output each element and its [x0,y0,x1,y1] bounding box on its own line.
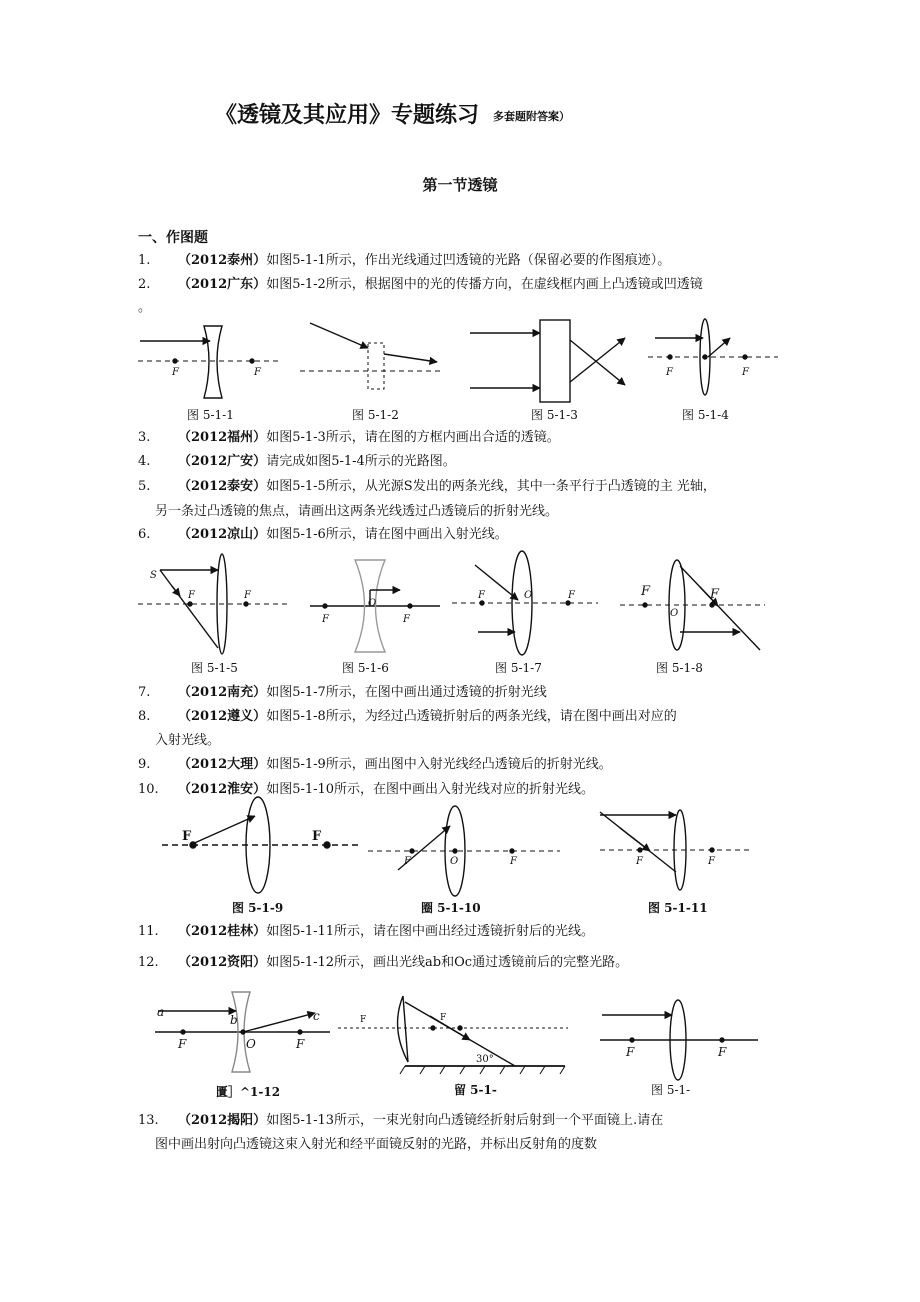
question-12: 12. （2012资阳）如图5-1-12所示，画出光线ab和Oc通过透镜前后的完整光路。 [138,955,629,970]
caption-5-1-8: 图 5-1-8 [656,661,703,675]
figure-5-1-1 [138,326,278,398]
label-f: F [742,367,749,378]
caption-5-1-10: 圈 5-1-10 [421,901,481,915]
caption-5-1-9: 图 5-1-9 [232,901,284,915]
label-f: F [641,584,651,599]
label-f: F [172,367,179,378]
question-11: 11. （2012桂林）如图5-1-11所示，请在图中画出经过透镜折射后的光线。 [138,924,595,939]
caption-5-1-7: 图 5-1-7 [495,661,542,675]
caption-5-1-5: 图 5-1-5 [191,661,238,675]
label-f: F [312,829,322,844]
question-4: 4. （2012广安）请完成如图5-1-4所示的光路图。 [138,454,456,469]
figure-5-1-4 [648,319,778,395]
label-f: F [182,829,192,844]
label-f: F [626,1045,635,1059]
label-f: F [636,856,643,867]
caption-5-1-1: 图 5-1-1 [187,408,234,422]
figure-5-1-13 [338,996,568,1074]
label-c: c [313,1009,320,1023]
figure-5-1-5 [138,554,290,654]
label-f: F [178,1037,187,1051]
label-o: O [524,590,533,601]
label-f: F [568,590,575,601]
question-10: 10. （2012淮安）如图5-1-10所示，在图中画出入射光线对应的折射光线。 [138,782,595,797]
figure-5-1-14 [600,1000,758,1080]
label-f: F [296,1037,305,1051]
label-f: F [404,856,411,867]
question-13-cont: 图中画出射向凸透镜这束入射光和经平面镜反射的光路，并标出反射角的度数 [155,1137,598,1152]
label-f: F [244,590,251,601]
figure-5-1-9 [162,797,360,893]
label-f: F [478,590,485,601]
label-f: F [360,1015,367,1025]
question-5-cont: 另一条过凸透镜的焦点，请画出这两条光线透过凸透镜后的折射光线。 [155,504,559,519]
caption-5-1-4: 图 5-1-4 [682,408,729,422]
label-f: F [510,856,517,867]
label-f: F [254,367,261,378]
caption-5-1-3: 图 5-1-3 [531,408,578,422]
figure-5-1-2 [300,323,440,389]
label-o: O [450,856,459,867]
label-o: O [670,608,679,619]
section-title: 第一节透镜 [422,176,498,194]
heading-drawing: 一、作图题 [138,230,208,246]
question-6: 6. （2012凉山）如图5-1-6所示，请在图中画出入射光线。 [138,527,508,542]
figure-5-1-8 [620,560,765,650]
caption-5-1-13: 留 5-1- [454,1083,497,1097]
label-f: F [188,590,195,601]
caption-5-1-14: 图 5-1- [651,1083,691,1097]
label-f: F [718,1045,727,1059]
label-angle: 30° [476,1054,494,1065]
label-a: a [157,1005,165,1019]
question-3: 3. （2012福州）如图5-1-3所示，请在图的方框内画出合适的透镜。 [138,430,560,445]
label-s: S [150,570,157,581]
figure-5-1-12 [155,992,330,1072]
question-8: 8. （2012遵义）如图5-1-8所示，为经过凸透镜折射后的两条光线，请在图中画出对应的 [138,709,677,724]
caption-5-1-12: 匱］^1-12 [216,1085,281,1099]
label-b: b [230,1013,238,1027]
label-f: F [666,367,673,378]
label-f: F [440,1013,447,1023]
label-f: F [710,587,720,602]
label-o: O [368,598,377,609]
figure-5-1-7 [452,551,598,655]
label-f: F [403,614,410,625]
figure-5-1-11 [600,810,750,890]
figure-5-1-3 [470,320,625,402]
question-9: 9. （2012大理）如图5-1-9所示，画出图中入射光线经凸透镜后的折射光线。 [138,757,612,772]
caption-5-1-2: 图 5-1-2 [352,408,399,422]
question-1: 1. （2012泰州）如图5-1-1所示，作出光线通过凹透镜的光路（保留必要的作图痕迹）。 [138,253,671,268]
figure-5-1-10 [368,806,560,896]
page-title: 《透镜及其应用》专题练习 多套题附答案） [215,103,571,128]
label-o: O [246,1037,256,1051]
question-7: 7. （2012南充）如图5-1-7所示，在图中画出通过透镜的折射光线 [138,685,547,700]
question-2: 2. （2012广东）如图5-1-2所示，根据图中的光的传播方向，在虚线框内画上凸透镜或凹透镜 [138,277,703,292]
question-13: 13. （2012揭阳）如图5-1-13所示，一束光射向凸透镜经折射后射到一个平面镜上.请在 [138,1113,664,1128]
caption-5-1-11: 图 5-1-11 [648,901,708,915]
page-subtitle: 多套题附答案） [493,110,571,123]
caption-5-1-6: 图 5-1-6 [342,661,389,675]
label-f: F [322,614,329,625]
question-2-cont: 。 [138,300,152,315]
label-f: F [708,856,715,867]
question-5: 5. （2012泰安）如图5-1-5所示，从光源S发出的两条光线，其中一条平行于凸透镜的主 光轴， [138,479,716,494]
question-8-cont: 入射光线。 [155,733,221,748]
